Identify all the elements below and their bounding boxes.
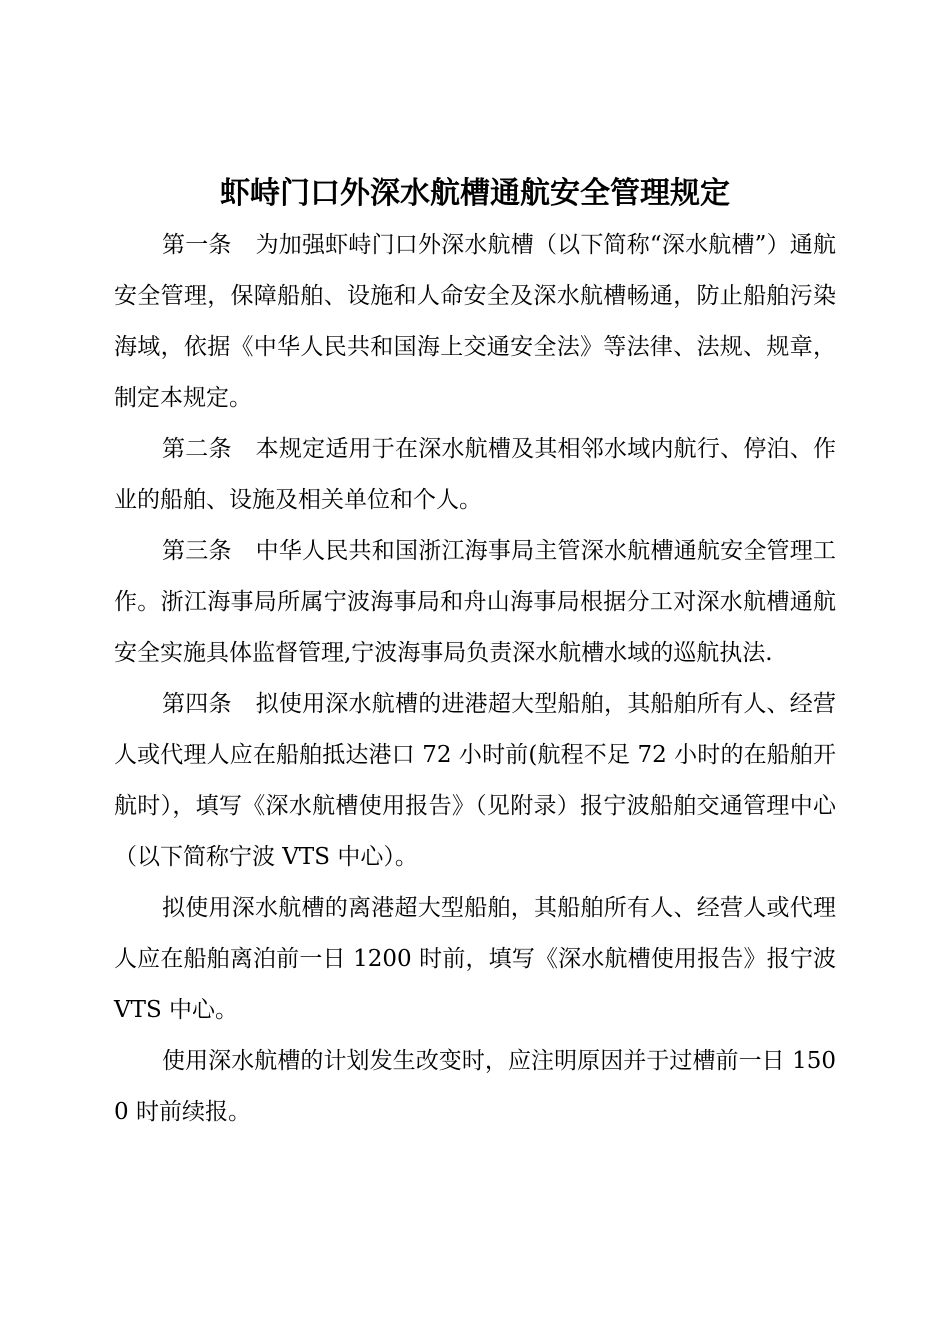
article-4-continuation-paragraph [114, 1036, 836, 1138]
article-2-paragraph [114, 424, 836, 526]
article-text: 为加强虾峙门口外深水航槽（以下简称“深水航槽”）通航安全管理，保障船舶、设施和人命安全及深水航槽畅通，防止船舶污染海域，依据《中华人民共和国海上交通安全法》等法律、法规、规章，制定本规定。 [114, 232, 836, 411]
document-body [114, 220, 836, 1138]
article-number: 第三条 [162, 538, 232, 564]
article-number: 第一条 [162, 232, 232, 258]
article-text: 本规定适用于在深水航槽及其相邻水域内航行、停泊、作业的船舶、设施及相关单位和个人。 [114, 436, 837, 513]
article-text: 拟使用深水航槽的进港超大型船舶，其船舶所有人、经营人或代理人应在船舶抵达港口 72 小时前(航程不足 72 小时的在船舶开航时），填写《深水航槽使用报告》（见附录）报宁波船舶交通管理中心（以下简称宁波 VTS 中心）。 [114, 691, 837, 870]
article-number: 第四条 [162, 691, 232, 717]
paragraph-text: 使用深水航槽的计划发生改变时，应注明原因并于过槽前一日 1500 时前续报。 [114, 1048, 836, 1125]
article-4-continuation-paragraph [114, 883, 836, 1036]
paragraph-text: 拟使用深水航槽的离港超大型船舶，其船舶所有人、经营人或代理人应在船舶离泊前一日 1200 时前，填写《深水航槽使用报告》报宁波 VTS 中心。 [114, 895, 836, 1023]
article-number: 第二条 [162, 436, 232, 462]
article-text: 中华人民共和国浙江海事局主管深水航槽通航安全管理工作。浙江海事局所属宁波海事局和舟山海事局根据分工对深水航槽通航安全实施具体监督管理,宁波海事局负责深水航槽水域的巡航执法. [114, 538, 837, 666]
article-3-paragraph [114, 526, 836, 679]
document-title: 虾峙门口外深水航槽通航安全管理规定 [220, 176, 730, 211]
article-1-paragraph [114, 220, 836, 424]
article-4-paragraph [114, 679, 836, 883]
